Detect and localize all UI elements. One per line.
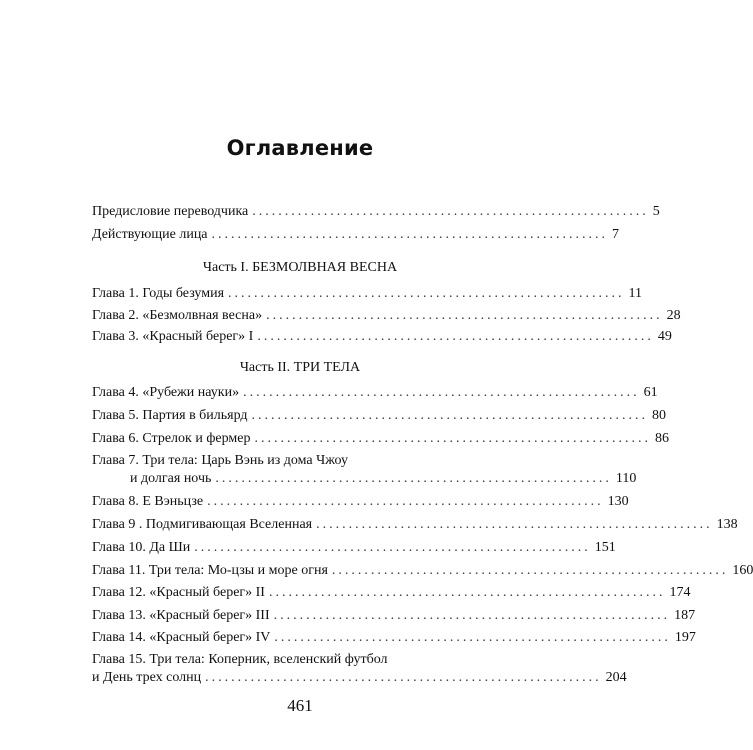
toc-entry-ch3 — [92, 328, 672, 346]
toc-entry-ch4 — [92, 384, 658, 402]
toc-entry-ch14 — [92, 629, 696, 647]
toc-entry-ch6 — [92, 430, 669, 448]
leader-dots: ............................................................. — [251, 408, 649, 423]
leader-dots: ............................................................. — [274, 630, 671, 645]
leader-dots: ............................................................. — [211, 227, 609, 242]
toc-entry-page: 110 — [615, 471, 637, 486]
toc-entry-ch7-line1: Глава 7. Три тела: Царь Вэнь из дома Чжоу — [92, 453, 348, 468]
toc-entry-ch7 — [130, 470, 637, 488]
toc-entry-ch15-line1: Глава 15. Три тела: Коперник, вселенский футбол — [92, 652, 388, 667]
leader-dots: ............................................................. — [331, 563, 729, 578]
part-heading-1: Часть I. БЕЗМОЛВНАЯ ВЕСНА — [202, 260, 398, 275]
toc-entry-page: 197 — [674, 630, 696, 645]
toc-entry-ch15 — [92, 669, 627, 687]
leader-dots: ............................................................. — [316, 517, 713, 532]
toc-entry-page: 130 — [607, 494, 629, 509]
part-heading-2: Часть II. ТРИ ТЕЛА — [239, 360, 361, 375]
toc-entry-label: Глава 4. «Рубежи науки» — [92, 385, 240, 400]
toc-entry-label: Действующие лица — [92, 227, 208, 242]
toc-entry-label: Предисловие переводчика — [92, 204, 249, 219]
toc-entry-ch11 — [92, 562, 753, 580]
toc-entry-ch10 — [92, 539, 616, 557]
toc-entry-label: Глава 11. Три тела: Мо-цзы и море огня — [92, 563, 328, 578]
toc-entry-label: Глава 6. Стрелок и фермер — [92, 431, 251, 446]
leader-dots: ............................................................. — [266, 308, 663, 323]
page-title: Оглавление — [226, 136, 374, 160]
leader-dots: ............................................................. — [228, 286, 625, 301]
toc-entry-ch9 — [92, 516, 738, 534]
toc-entry-page: 151 — [594, 540, 616, 555]
toc-entry-page: 61 — [643, 385, 658, 400]
leader-dots: ............................................................. — [194, 540, 591, 555]
toc-entry-characters — [92, 226, 620, 244]
toc-entry-page: 86 — [654, 431, 669, 446]
toc-entry-preface — [92, 203, 660, 221]
toc-entry-label: и долгая ночь — [130, 471, 212, 486]
toc-entry-page: 49 — [657, 329, 672, 344]
toc-entry-page: 174 — [669, 585, 691, 600]
toc-entry-page: 138 — [716, 517, 738, 532]
toc-entry-ch2 — [92, 307, 681, 325]
leader-dots: ............................................................. — [207, 494, 604, 509]
toc-entry-ch5 — [92, 407, 667, 425]
leader-dots: ............................................................. — [243, 385, 640, 400]
toc-entry-page: 28 — [666, 308, 681, 323]
toc-entry-ch12 — [92, 584, 691, 602]
toc-entry-page: 7 — [612, 227, 620, 242]
toc-entry-page: 204 — [605, 670, 627, 685]
toc-entry-label: Глава 1. Годы безумия — [92, 286, 225, 301]
leader-dots: ............................................................. — [273, 608, 671, 623]
toc-entry-ch13 — [92, 607, 696, 625]
toc-entry-label: Глава 5. Партия в бильярд — [92, 408, 248, 423]
toc-entry-label: Глава 8. Е Вэньцзе — [92, 494, 204, 509]
toc-entry-page: 80 — [652, 408, 667, 423]
toc-entry-ch1 — [92, 285, 643, 303]
toc-entry-ch8 — [92, 493, 629, 511]
page-number: 461 — [287, 696, 313, 715]
toc-entry-page: 160 — [732, 563, 753, 578]
leader-dots: ............................................................. — [268, 585, 666, 600]
toc-entry-label: Глава 12. «Красный берег» II — [92, 585, 265, 600]
toc-entry-page: 187 — [674, 608, 696, 623]
leader-dots: ............................................................. — [205, 670, 602, 685]
toc-entry-label: Глава 3. «Красный берег» I — [92, 329, 254, 344]
leader-dots: ............................................................. — [215, 471, 612, 486]
toc-entry-label: Глава 9 . Подмигивающая Вселенная — [92, 517, 313, 532]
toc-entry-label: Глава 10. Да Ши — [92, 540, 191, 555]
leader-dots: ............................................................. — [254, 431, 651, 446]
leader-dots: ............................................................. — [257, 329, 654, 344]
toc-entry-page: 5 — [652, 204, 660, 219]
toc-entry-page: 11 — [628, 286, 643, 301]
toc-entry-label: Глава 13. «Красный берег» III — [92, 608, 270, 623]
toc-entry-label: Глава 14. «Красный берег» IV — [92, 630, 271, 645]
leader-dots: ............................................................. — [252, 204, 649, 219]
toc-entry-label: Глава 2. «Безмолвная весна» — [92, 308, 263, 323]
toc-entry-label: и День трех солнц — [92, 670, 202, 685]
